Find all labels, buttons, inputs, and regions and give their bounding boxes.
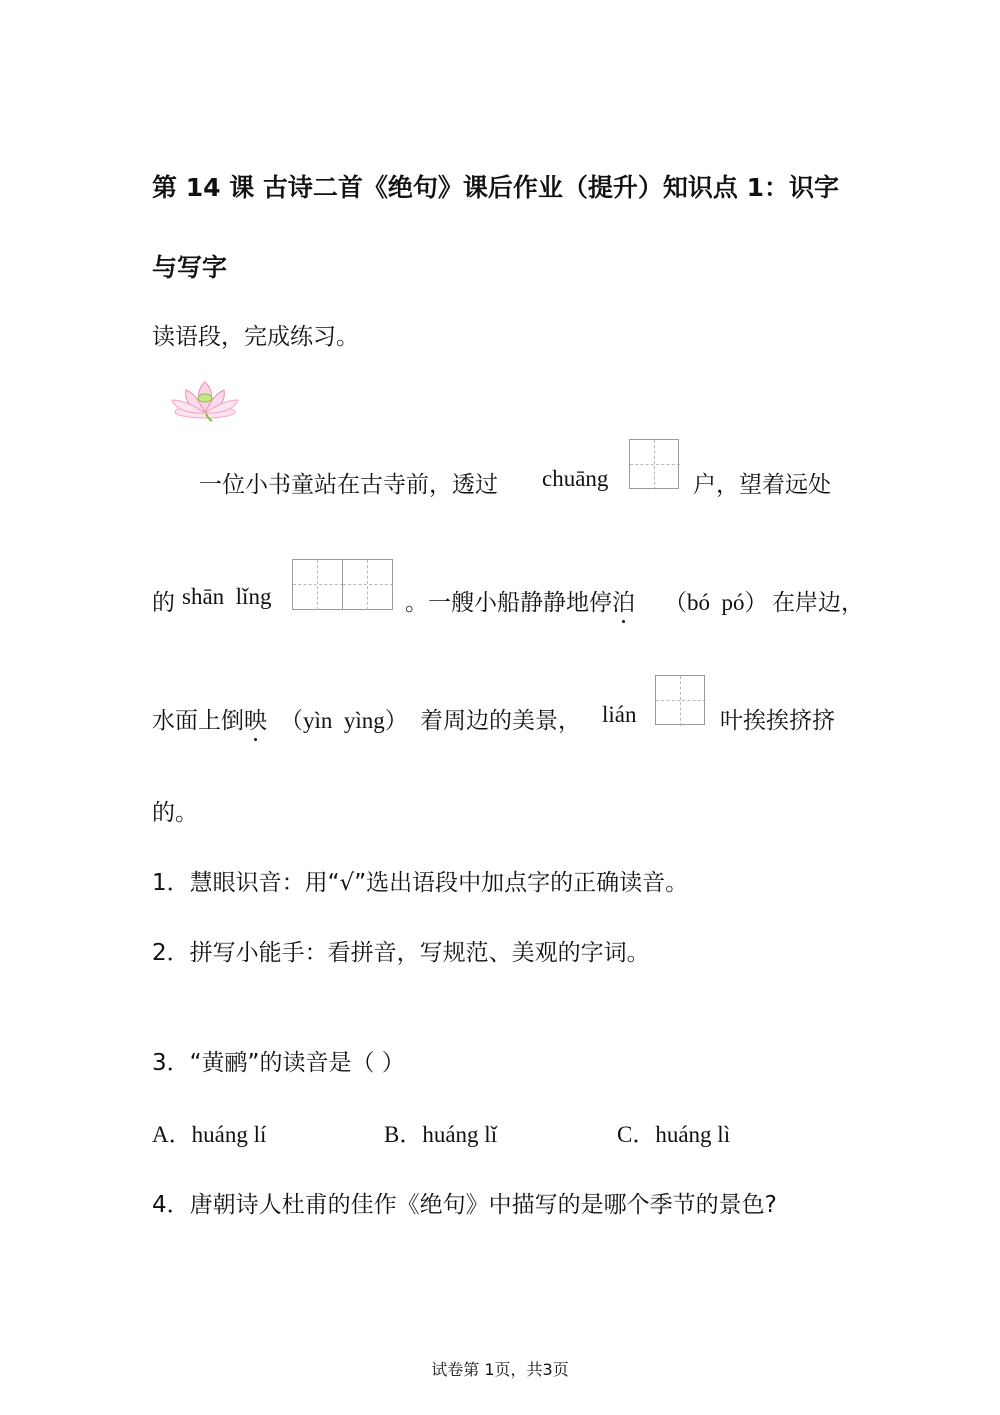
- passage-line-1-end: 户，望着远处: [693, 472, 831, 498]
- question-2: 2．拼写小能手：看拼音，写规范、美观的字词。: [152, 940, 650, 966]
- pinyin-shan-ling: shān lǐng: [182, 584, 272, 609]
- option-b[interactable]: B．huáng lǐ: [384, 1122, 498, 1147]
- reading-options-bo-po[interactable]: （bó pó）: [664, 590, 768, 615]
- writing-grid-shan-ling[interactable]: [292, 559, 393, 610]
- lotus-flower-icon: [166, 374, 244, 422]
- dotted-char-bo: 泊: [612, 584, 635, 617]
- grid-cell: [293, 560, 343, 610]
- pinyin-lian: lián: [602, 702, 637, 727]
- passage-line-2-end: 在岸边，: [772, 590, 864, 616]
- pinyin-chuang: chuāng: [542, 466, 609, 491]
- question-4: 4．唐朝诗人杜甫的佳作《绝句》中描写的是哪个季节的景色?: [152, 1192, 777, 1218]
- reading-options-yin-ying[interactable]: （yìn yìng）: [280, 708, 408, 733]
- dotted-char-ying: 映: [244, 702, 267, 735]
- passage-line-2-text: 。一艘小船静静地停: [405, 590, 612, 616]
- option-c[interactable]: C．huáng lì: [617, 1122, 731, 1147]
- question-3: 3．“黄鹂”的读音是（ ）: [152, 1050, 405, 1076]
- passage-line-1-start: 一位小书童站在古寺前，透过: [199, 472, 498, 498]
- passage-line-2-start: 的: [152, 590, 175, 616]
- question-1: 1．慧眼识音：用“√”选出语段中加点字的正确读音。: [152, 870, 689, 896]
- writing-grid-lian[interactable]: [655, 675, 705, 725]
- option-a[interactable]: A．huáng lí: [152, 1122, 267, 1147]
- page-title-line2: 与写字: [152, 253, 228, 282]
- page-footer: 试卷第 1页，共3页: [431, 1360, 569, 1379]
- grid-cell: [630, 440, 680, 490]
- passage-line-4: 的。: [152, 800, 198, 826]
- grid-cell: [343, 560, 393, 610]
- passage-line-3-end: 叶挨挨挤挤: [720, 708, 835, 734]
- grid-cell: [656, 676, 706, 726]
- passage-line-2-mid: [405, 584, 635, 617]
- writing-grid-chuang[interactable]: [629, 439, 679, 489]
- passage-line-3-start: [152, 702, 267, 735]
- instruction-text: 读语段，完成练习。: [152, 324, 359, 350]
- passage-line-3-text: 水面上倒: [152, 708, 244, 734]
- passage-line-3-mid: 着周边的美景，: [420, 708, 581, 734]
- page-title-line1: 第 14 课 古诗二首《绝句》课后作业（提升）知识点 1：识字: [152, 173, 840, 202]
